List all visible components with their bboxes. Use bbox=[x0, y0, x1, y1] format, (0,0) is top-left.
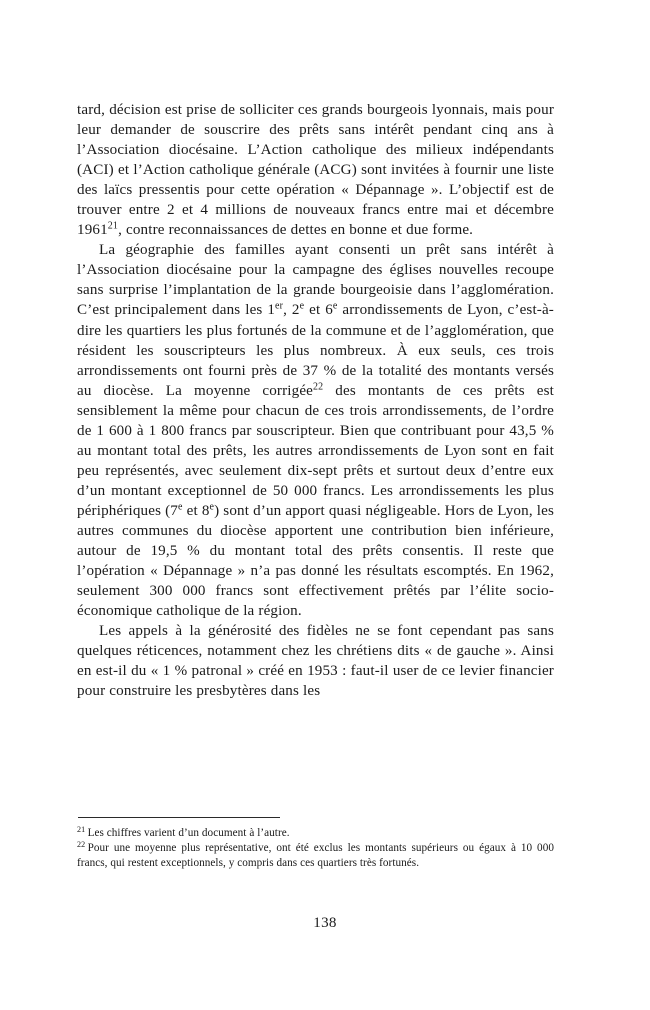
footnote-block bbox=[77, 826, 554, 871]
paragraph bbox=[77, 621, 554, 701]
text-run: , 2 bbox=[283, 302, 300, 319]
footnote bbox=[77, 841, 554, 871]
footnote-marker[interactable]: 22 bbox=[77, 839, 86, 849]
footnote-text: Les chiffres varient d’un document à l’autre. bbox=[87, 827, 290, 839]
text-run: arrondissements de Lyon, c’est-à-dire les quartiers les plus fortunés de la commune et de l’agglomération, que résident les souscripteurs les plus nombreux. À eux seuls, ces trois arrondissements ont fourni près de 37 % de la totalité des montants versés au diocèse. La moyenne corrigée bbox=[77, 302, 554, 399]
page-number: 138 bbox=[313, 915, 337, 931]
footnote-reference[interactable]: 21 bbox=[107, 220, 119, 232]
text-run: et 8 bbox=[182, 502, 210, 519]
paragraph bbox=[77, 240, 554, 621]
text-run: ) sont d’un apport quasi négligeable. Hors de Lyon, les autres communes du diocèse apportent une contribution bien inférieure, autour de 19,5 % du montant total des prêts consentis. Il reste que l’opération « Dépannage » n’a pas donné les résultats escomptés. En 1962, seulement 300 000 francs sont effectivement prêtés par l’élite socio-économique catholique de la région. bbox=[77, 502, 554, 620]
ordinal-suffix: e bbox=[209, 501, 215, 513]
ordinal-suffix: e bbox=[299, 301, 305, 312]
footnote-marker[interactable]: 21 bbox=[77, 824, 86, 834]
footnote-separator-rule bbox=[78, 817, 280, 818]
text-run: La géographie des familles ayant consenti un prêt sans intérêt à l’Association diocésaine pour la campagne des églises nouvelles recoupe sans surprise l’implantation de la grande bourgeoisie dans l’agglomération. C’est principalement dans les 1 bbox=[77, 242, 554, 319]
text-run: , contre reconnaissances de dettes en bonne et due forme. bbox=[118, 222, 474, 239]
ordinal-suffix: e bbox=[332, 301, 338, 312]
ordinal-suffix: er bbox=[275, 301, 284, 312]
text-run: tard, décision est prise de solliciter ces grands bourgeois lyonnais, mais pour leur demander de souscrire des prêts sans intérêt pendant cinq ans à l’Association diocésaine. L’Action catholique des milieux indépendants (ACI) et l’Action catholique générale (ACG) sont invitées à fournir une liste des laïcs pressentis pour cette opération « Dépannage ». L’objectif est de trouver entre 2 et 4 millions de nouveaux francs entre mai et décembre 1961 bbox=[77, 102, 554, 239]
text-run: Les appels à la générosité des fidèles ne se font cependant pas sans quelques réticences, notamment chez les chrétiens dits « de gauche ». Ainsi en est-il du « 1 % patronal » créé en 1953 : faut-il user de ce levier financier pour construire les presbytères dans les bbox=[77, 623, 554, 700]
footnote bbox=[77, 826, 554, 841]
paragraph bbox=[77, 100, 554, 240]
ordinal-suffix: e bbox=[178, 501, 183, 513]
body-text-block bbox=[77, 100, 554, 701]
footnote-text: Pour une moyenne plus représentative, ont été exclus les montants supérieurs ou égaux à 10 000 francs, qui restent exceptionnels, y compris dans ces quartiers très fortunés. bbox=[77, 842, 554, 870]
footnote-reference[interactable]: 22 bbox=[313, 381, 324, 393]
text-run: des montants de ces prêts est sensiblement la même pour chacun de ces trois arrondissements, de l’ordre de 1 600 à 1 800 francs par souscripteur. Bien que contribuant pour 43,5 % au montant total des prêts, les autres arrondissements de Lyon sont en fait peu représentés, avec seulement dix-sept prêts et surtout deux d’entre eux d’un montant exceptionnel de 50 000 francs. Les arrondissements les plus périphériques (7 bbox=[77, 382, 554, 519]
text-run: et 6 bbox=[304, 302, 333, 319]
